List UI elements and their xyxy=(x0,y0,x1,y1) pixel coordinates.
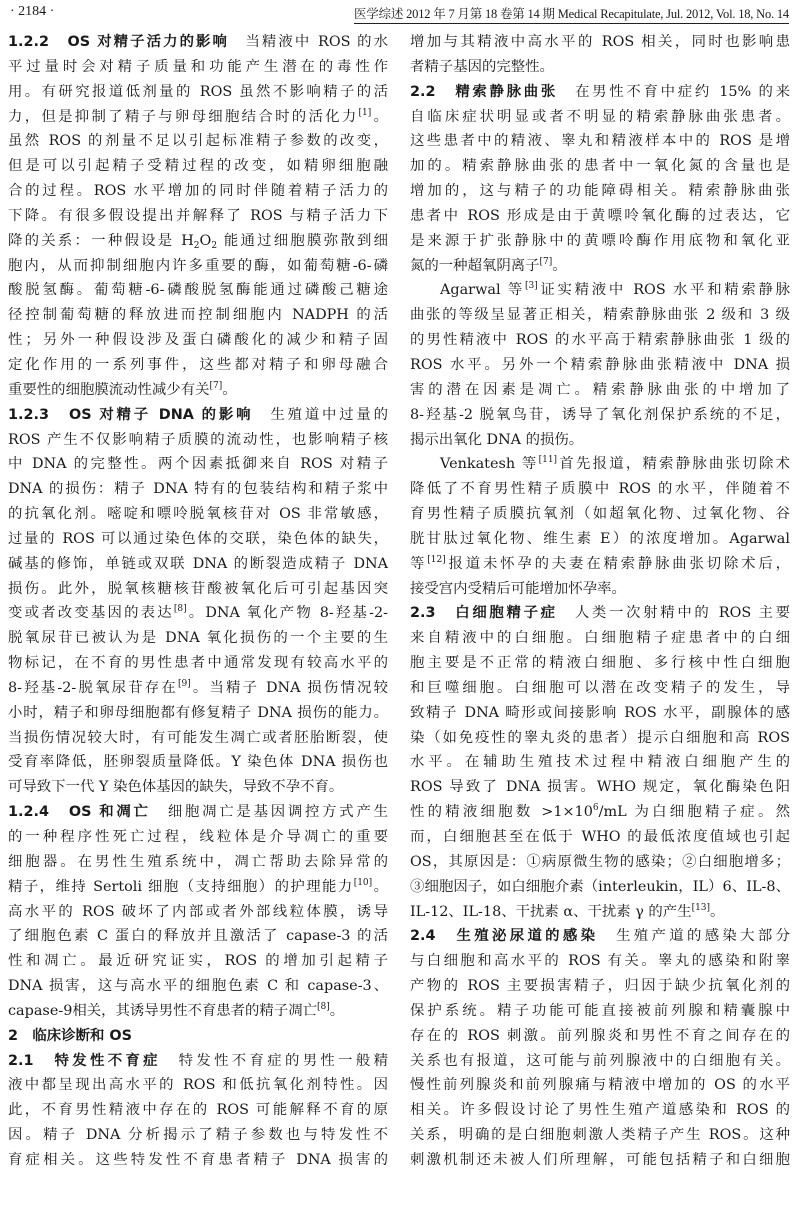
text: 过量的 ROS 可以通过染色体的交联，染色体的缺失， xyxy=(8,530,388,547)
text: 细胞器。在男性生殖系统中，凋亡帮助去除异常的 xyxy=(8,853,388,870)
text: 细胞凋亡是基因调控方式产生 xyxy=(150,804,388,821)
text: 揭示出氧化 DNA 的损伤。 xyxy=(410,431,584,448)
text-line xyxy=(410,303,790,328)
subscript: 2 xyxy=(193,240,200,251)
text-line xyxy=(410,1148,790,1173)
text: /mL 为白细胞精子症。然 xyxy=(598,804,790,821)
text-line xyxy=(8,726,388,751)
paragraph xyxy=(410,278,790,452)
text: ③细胞因子，如白细胞介素（interleukin，IL）6、IL-8、 xyxy=(410,878,790,895)
text: 。 xyxy=(372,878,388,895)
left-column xyxy=(8,30,388,1173)
citation-superscript: [11] xyxy=(538,455,558,466)
text: 关系，明确的是白细胞刺激人类精子产生 ROS。这种 xyxy=(410,1127,790,1144)
text-line xyxy=(8,825,388,850)
section-heading: 1.2.2 OS 对精子活力的影响 xyxy=(8,34,229,50)
text-line xyxy=(410,1098,790,1123)
text-line xyxy=(8,949,388,974)
text-line xyxy=(410,676,790,701)
text-line xyxy=(410,949,790,974)
text-line xyxy=(8,1024,388,1049)
text: 患者中 ROS 形成是由于黄嘌呤氧化酶的过表达，它 xyxy=(410,207,790,224)
text-line xyxy=(8,129,388,154)
text-line xyxy=(8,800,388,825)
text: ROS 产生不仅影响精子质膜的流动性，也影响精子核 xyxy=(8,431,388,448)
text: 产物的 ROS 主要损害精子，归因于缺少抗氧化剂的 xyxy=(410,978,790,995)
text: ROS 水平。另外一个精索静脉曲张精液中 DNA 损 xyxy=(410,356,790,373)
text: 虽然 ROS 的剂量不足以引起标准精子参数的改变， xyxy=(8,133,388,150)
text-line xyxy=(410,30,790,55)
text-line xyxy=(410,651,790,676)
text-line xyxy=(8,651,388,676)
text: 重要性的细胞膜流动性减少有关 xyxy=(8,381,210,398)
text: 平过量时会对精子质量和功能产生潜在的毒性作 xyxy=(8,58,388,75)
citation-superscript: [7] xyxy=(539,256,553,267)
text-line xyxy=(410,55,790,80)
citation-superscript: [8] xyxy=(317,1001,330,1012)
text: 生殖道中过量的 xyxy=(253,406,388,423)
text: OS，其原因是：①病原微生物的感染；②白细胞增多； xyxy=(410,853,790,870)
text: 此，不育男性精液中存在的 ROS 可能解释不育的原 xyxy=(8,1102,388,1119)
text-line xyxy=(8,676,388,701)
text: 水平。在辅助生殖技术过程中精液白细胞产生的 xyxy=(410,754,790,771)
text: 损伤。此外，脱氧核糖核苷酸被氧化后可引起基因突 xyxy=(8,580,388,597)
text-line xyxy=(8,452,388,477)
text: 降的关系：一种假设是 H xyxy=(8,232,194,249)
text: 用。有研究报道低剂量的 ROS 虽然不影响精子的活 xyxy=(8,83,388,100)
text: 报道未怀孕的夫妻在精索静脉曲张切除术后， xyxy=(445,555,790,572)
text: 关系也有报道，这可能与前列腺液中的白细胞有关。 xyxy=(410,1052,790,1069)
text: IL-12、IL-18、干扰素 α、干扰素 γ 的产生 xyxy=(410,903,692,920)
text: Agarwal 等 xyxy=(440,282,525,299)
text: 性；另外一种假设涉及蛋白磷酸化的减少和精子固 xyxy=(8,332,388,349)
text: 变或者改变基因的表达 xyxy=(8,605,174,622)
text: 碱基的修饰，单链或双联 DNA 的断裂造成精子 DNA xyxy=(8,555,388,572)
text: 而，白细胞甚至在低于 WHO 的最低浓度值域也引起 xyxy=(410,829,790,845)
citation-superscript: [7] xyxy=(209,380,223,391)
text: 。 xyxy=(329,1002,345,1019)
text-line xyxy=(8,577,388,602)
text: 了细胞色素 C 蛋白的释放并且激活了 capase-3 的活 xyxy=(8,928,388,945)
text-line xyxy=(410,179,790,204)
text: 等 xyxy=(410,555,428,572)
section-heading: 2 临床诊断和 OS xyxy=(8,1027,132,1044)
text: 这些患者中的精液、睾丸和精液样本中的 ROS 是增 xyxy=(410,133,790,150)
paragraph xyxy=(8,1049,388,1173)
text: 受育率降低，胚卵裂质量降低。Y 染色体 DNA 损伤也 xyxy=(8,754,388,771)
text-line xyxy=(410,999,790,1024)
text-line xyxy=(410,726,790,751)
text: 是来源于扩张静脉中的黄嘌呤酶作用底物和氧化亚 xyxy=(410,232,790,249)
text-line xyxy=(8,1098,388,1123)
text: 降低了不育男性精子质膜中 ROS 的水平，伴随着不 xyxy=(410,481,790,498)
text: 8-羟基-2-脱氧尿苷存在 xyxy=(8,679,178,696)
text-line xyxy=(410,701,790,726)
text-line xyxy=(410,924,790,949)
text: 性和凋亡。最近研究证实，ROS 的增加引起精子 xyxy=(8,953,388,970)
text: 证实精液中 ROS 水平和精索静脉 xyxy=(537,282,790,299)
text: 与白细胞和高水平的 ROS 有关。睾丸的感染和附睾 xyxy=(410,953,790,970)
text: 酸脱氢酶。葡萄糖-6-磷酸脱氢酶能通过磷酸己糖途 xyxy=(8,282,388,299)
subscript: 2 xyxy=(211,240,218,251)
text: 来自精液中的白细胞。白细胞精子症患者中的白细 xyxy=(410,630,790,647)
text: 人类一次射精中的 ROS 主要 xyxy=(557,605,790,622)
text-line xyxy=(8,353,388,378)
text-line xyxy=(410,154,790,179)
text: O xyxy=(199,232,212,249)
right-column xyxy=(410,30,790,1173)
text: 的一种程序性死亡过程，线粒体是介导凋亡的重要 xyxy=(8,829,388,845)
paragraph xyxy=(410,601,790,924)
text-line xyxy=(8,1123,388,1148)
text-line xyxy=(410,477,790,502)
text: 的男性精液中 ROS 的水平高于精索静脉曲张 1 级的 xyxy=(410,332,790,349)
text-line xyxy=(8,328,388,353)
text-line xyxy=(8,1148,388,1173)
text-line xyxy=(8,974,388,999)
paragraph xyxy=(410,80,790,279)
text: 增加与其精液中高水平的 ROS 相关，同时也影响患 xyxy=(410,34,790,50)
text-line xyxy=(8,999,388,1024)
text: capase-9相关，其诱导男性不育患者的精子凋亡 xyxy=(8,1002,317,1019)
text-line xyxy=(410,527,790,552)
text: 在男性不育中症约 15% 的来 xyxy=(557,83,790,100)
text: 因。精子 DNA 分析揭示了精子参数也与特发性不 xyxy=(8,1127,388,1144)
page-number: · 2184 · xyxy=(10,4,55,19)
text-line xyxy=(410,800,790,825)
text-line xyxy=(410,403,790,428)
citation-superscript: [1] xyxy=(358,107,372,118)
citation-superscript: [13] xyxy=(691,902,711,913)
text-line xyxy=(410,850,790,875)
text-line xyxy=(8,80,388,105)
text-line xyxy=(8,1073,388,1098)
running-header: 医学综述 2012 年 7 月第 18 卷第 14 期 Medical Recapitulate, Jul. 2012, Vol. 18, No. 14 xyxy=(354,4,789,24)
text: ROS 导致了 DNA 损害。WHO 规定，氧化酶染色阳 xyxy=(410,779,790,796)
text-line xyxy=(410,577,790,602)
text-line xyxy=(8,626,388,651)
text: 。 xyxy=(552,257,567,274)
text: 胞内，从而抑制细胞内许多重要的酶，如葡萄糖-6-磷 xyxy=(8,257,388,274)
text: 当损伤情况较大时，有可能发生凋亡或者胚胎断裂，使 xyxy=(8,729,388,746)
paragraph xyxy=(410,30,790,80)
text-line xyxy=(8,254,388,279)
text-line xyxy=(8,775,388,800)
section-heading: 2.3 白细胞精子症 xyxy=(410,605,558,622)
text: DNA 损害，这与高水平的细胞色素 C 和 capase-3、 xyxy=(8,978,388,995)
text: 特发性不育症的男性一般精 xyxy=(160,1052,388,1069)
text: 的抗氧化剂。嘧啶和嘌呤脱氧核苷对 OS 非常敏感， xyxy=(8,506,388,523)
citation-superscript: [10] xyxy=(353,877,373,888)
text: 但是可以引起精子受精过程的改变，如精卵细胞融 xyxy=(8,158,388,175)
text-line xyxy=(410,452,790,477)
text: 育症相关。这些特发性不育患者精子 DNA 损害的 xyxy=(8,1151,388,1168)
text: 脱氧尿苷已被认为是 DNA 氧化损伤的一个主要的生 xyxy=(8,630,388,647)
text-line xyxy=(410,974,790,999)
text-line xyxy=(8,278,388,303)
text: 胞主要是不正常的精液白细胞、多行核中性白细胞 xyxy=(410,655,790,672)
citation-superscript: [3] xyxy=(524,281,538,292)
text-line xyxy=(8,154,388,179)
text-line xyxy=(410,1123,790,1148)
text: 可导致下一代 Y 染色体基因的缺失，导致不孕不育。 xyxy=(8,779,344,796)
text: 生殖产道的感染大部分 xyxy=(598,928,790,945)
text-line xyxy=(8,403,388,428)
text: 曲张的等级呈显著正相关，精索静脉曲张 2 级和 3 级 xyxy=(410,307,790,324)
text: 刺激机制还未被人们所理解，可能包括精子和白细胞 xyxy=(410,1151,790,1168)
text-line xyxy=(410,502,790,527)
text: 能通过细胞膜弥散到细 xyxy=(217,232,389,249)
text-line xyxy=(410,1049,790,1074)
text-line xyxy=(410,328,790,353)
text-line xyxy=(8,1049,388,1074)
text-line xyxy=(410,428,790,453)
text-line xyxy=(410,129,790,154)
text: 胱甘肽过氧化物、维生素 E）的浓度增加。Agarwal xyxy=(410,530,790,547)
text-line xyxy=(8,55,388,80)
paragraph xyxy=(8,1024,388,1049)
citation-superscript: [12] xyxy=(427,554,446,565)
citation-superscript: [9] xyxy=(177,678,191,689)
section-heading: 2.4 生殖泌尿道的感染 xyxy=(410,928,599,945)
text: 和巨噬细胞。白细胞可以潜在改变精子的发生，导 xyxy=(410,679,790,696)
text-line xyxy=(8,900,388,925)
text: 高水平的 ROS 破坏了内部或者外部线粒体膜，诱导 xyxy=(8,903,388,920)
text: 慢性前列腺炎和前列腺痛与精液中增加的 OS 的水平 xyxy=(410,1077,790,1094)
text: 存在的 ROS 刺激。前列腺炎和男性不育之间存在的 xyxy=(410,1027,790,1044)
text-line xyxy=(8,30,388,55)
text-line xyxy=(410,204,790,229)
text-line xyxy=(8,428,388,453)
text: DNA 的损伤：精子 DNA 特有的包装结构和精子浆中 xyxy=(8,481,388,498)
text-line xyxy=(410,825,790,850)
paragraph xyxy=(410,452,790,601)
text-line xyxy=(410,378,790,403)
text-line xyxy=(8,527,388,552)
text-line xyxy=(8,378,388,403)
text-line xyxy=(410,1024,790,1049)
section-heading: 2.2 精索静脉曲张 xyxy=(410,83,558,100)
text: 径控制葡萄糖的释放进而控制细胞内 NADPH 的活 xyxy=(8,307,388,324)
text-line xyxy=(8,105,388,130)
paragraph xyxy=(8,403,388,801)
text: 相关。许多假设讨论了男性生殖产道感染和 ROS 的 xyxy=(410,1102,790,1119)
text-line xyxy=(410,1073,790,1098)
text: 中 DNA 的完整性。两个因素抵御来自 ROS 对精子 xyxy=(8,456,388,473)
paragraph xyxy=(8,30,388,403)
text: 害的潜在因素是凋亡。精索静脉曲张的中增加了 xyxy=(410,381,790,398)
text-line xyxy=(410,254,790,279)
text: 液中都呈现出高水平的 ROS 和低抗氧化剂特性。因 xyxy=(8,1077,388,1094)
text-line xyxy=(8,750,388,775)
text-line xyxy=(8,850,388,875)
text: 氮的一种超氧阴离子 xyxy=(410,257,540,274)
text: 性的精液细胞数 >1×10 xyxy=(410,804,593,821)
text-line xyxy=(8,701,388,726)
text-line xyxy=(410,875,790,900)
text: 育男性精子质膜抗氧剂（如超氧化物、过氧化物、谷 xyxy=(410,506,790,523)
text: 下降。有很多假设提出并解释了 ROS 与精子活力下 xyxy=(8,207,388,224)
text-line xyxy=(410,775,790,800)
text-line xyxy=(8,924,388,949)
text: 。 xyxy=(371,108,388,125)
text: 接受宫内受精后可能增加怀孕率。 xyxy=(410,580,626,597)
text-line xyxy=(410,80,790,105)
text-line xyxy=(410,229,790,254)
text: 当精液中 ROS 的水 xyxy=(228,34,388,50)
citation-superscript: [8] xyxy=(173,604,187,615)
text: 增加的，这与精子的功能障碍相关。精索静脉曲张 xyxy=(410,183,790,200)
text-line xyxy=(8,477,388,502)
text-line xyxy=(410,105,790,130)
text-line xyxy=(8,204,388,229)
text: 染（如免疫性的睾丸炎的患者）提示白细胞和高 ROS xyxy=(410,729,790,746)
text: 。 xyxy=(710,903,725,920)
text-line xyxy=(410,900,790,925)
text-line xyxy=(8,502,388,527)
text: 8-羟基-2 脱氧鸟苷，诱导了氧化剂保护系统的不足， xyxy=(410,406,790,423)
text: 。DNA 氧化产物 8-羟基-2- xyxy=(186,605,388,622)
section-heading: 1.2.4 OS 和凋亡 xyxy=(8,804,151,821)
text: 物标记，在不育的男性患者中通常发现有较高水平的 xyxy=(8,655,388,672)
text-line xyxy=(8,303,388,328)
paragraph xyxy=(8,800,388,1024)
text-line xyxy=(410,750,790,775)
text: 。当精子 DNA 损伤情况较 xyxy=(190,679,389,696)
text: 合的过程。ROS 水平增加的同时伴随着精子活力的 xyxy=(8,183,388,200)
section-heading: 1.2.3 OS 对精子 DNA 的影响 xyxy=(8,406,254,423)
citation-superscript: 6 xyxy=(592,803,599,814)
text: 自临床症状明显或者不明显的精索静脉曲张患者。 xyxy=(410,108,790,125)
text: 。 xyxy=(222,381,237,398)
text-line xyxy=(410,278,790,303)
paragraph xyxy=(410,924,790,1172)
text: 首先报道，精索静脉曲张切除术 xyxy=(557,456,790,473)
text-line xyxy=(8,875,388,900)
text: Venkatesh 等 xyxy=(440,456,539,473)
section-heading: 2.1 特发性不育症 xyxy=(8,1052,161,1069)
text: 保护系统。精子功能可能直接被前列腺和精囊腺中 xyxy=(410,1002,790,1019)
text-line xyxy=(8,601,388,626)
text: 加的。精索静脉曲张的患者中一氧化氮的含量也是 xyxy=(410,158,790,175)
text: 定化作用的一系列事件，这些都对精子和卵母融合 xyxy=(8,356,388,373)
text: 者精子基因的完整性。 xyxy=(410,58,554,75)
text-line xyxy=(8,179,388,204)
text-line xyxy=(8,229,388,254)
text-line xyxy=(410,552,790,577)
text-line xyxy=(410,626,790,651)
text: 小时，精子和卵母细胞都有修复精子 DNA 损伤的能力。 xyxy=(8,704,388,721)
text: 精子，维持 Sertoli 细胞（支持细胞）的护理能力 xyxy=(8,878,354,895)
text-line xyxy=(410,353,790,378)
text: 力，但是抑制了精子与卵母细胞结合时的活化力 xyxy=(8,108,359,125)
text-line xyxy=(8,552,388,577)
text: 致精子 DNA 畸形或间接影响 ROS 水平，副腺体的感 xyxy=(410,704,790,721)
text-line xyxy=(410,601,790,626)
